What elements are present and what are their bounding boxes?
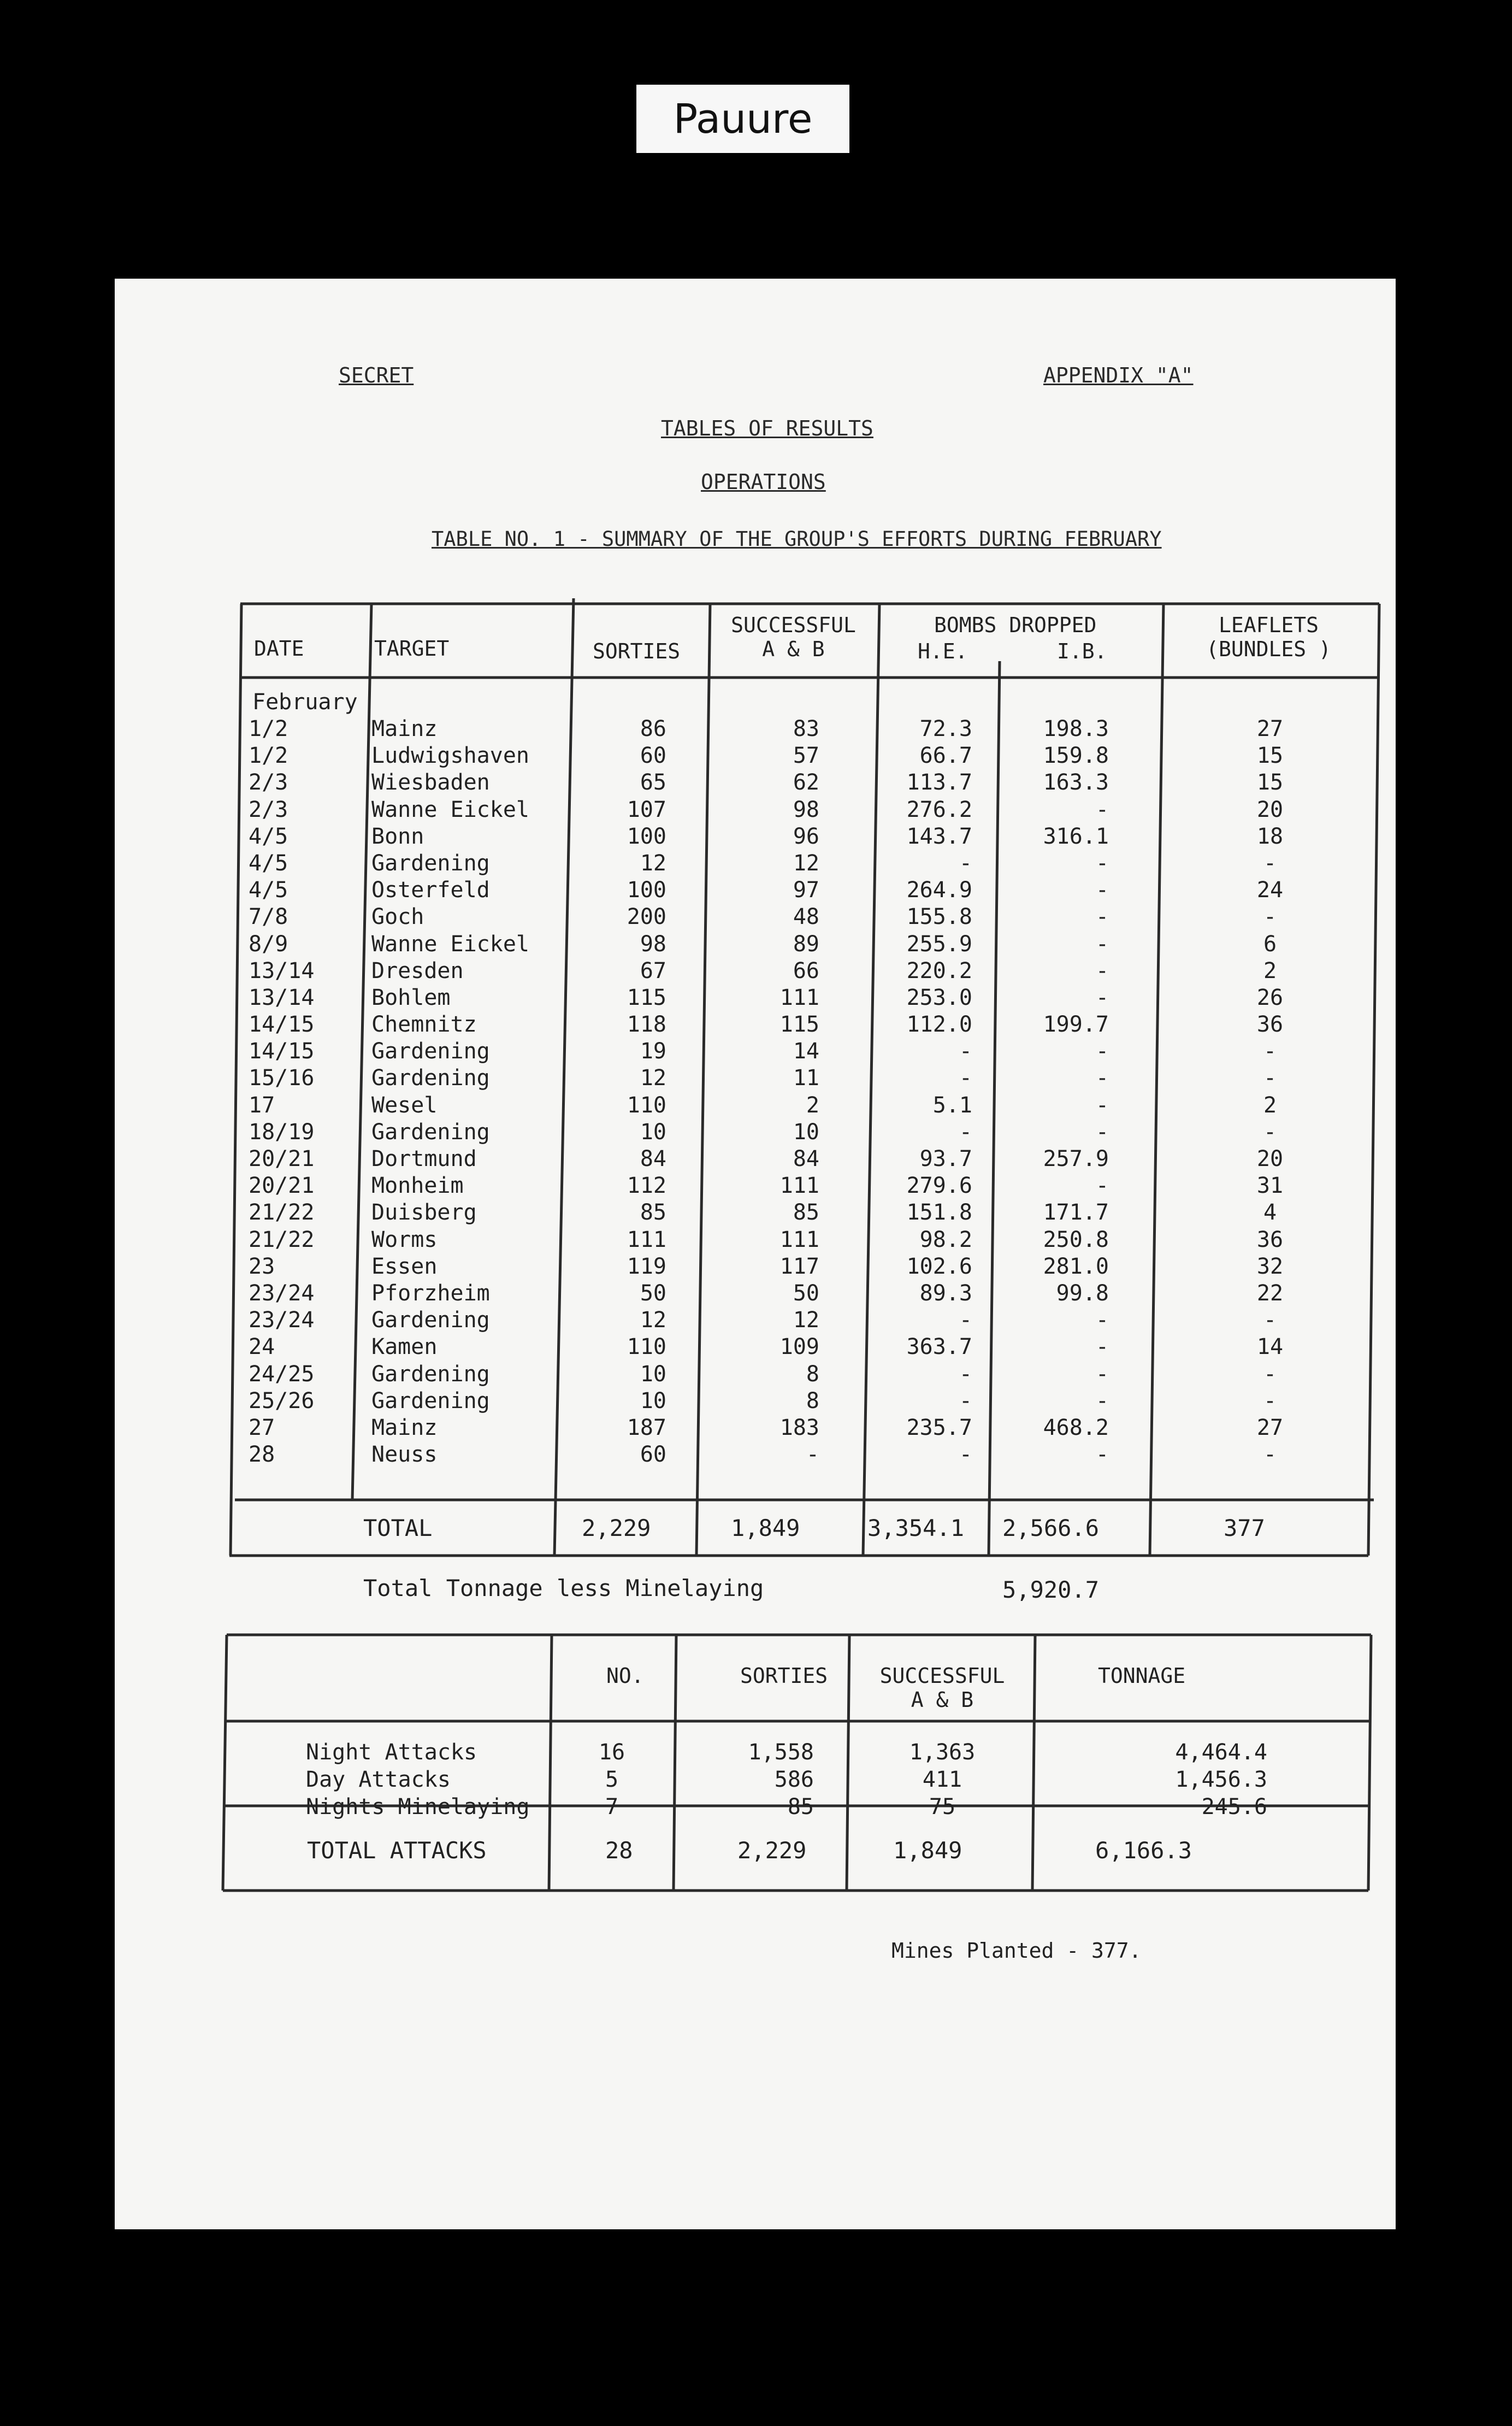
- tonnage-value: 5,920.7: [1002, 1576, 1100, 1603]
- cell-he: 72.3: [919, 716, 972, 741]
- cell-successful: 97: [793, 878, 819, 903]
- t2-cell-sorties: 1,558: [748, 1740, 814, 1765]
- cell-sorties: 200: [627, 904, 666, 930]
- t2-cell-no: 5: [605, 1767, 619, 1792]
- cell-sorties: 84: [640, 1146, 666, 1171]
- cell-sorties: 12: [640, 1308, 666, 1333]
- cell-ib: 198.3: [1043, 716, 1109, 741]
- cell-ib: -: [1095, 1119, 1109, 1145]
- cell-date: 14/15: [249, 1039, 315, 1064]
- cell-sorties: 118: [627, 1012, 666, 1038]
- cell-he: 98.2: [919, 1227, 972, 1252]
- ib-column: [1005, 716, 1109, 1468]
- cell-successful: 111: [779, 1173, 819, 1199]
- appendix-label: APPENDIX "A": [1043, 363, 1194, 387]
- cell-successful: 48: [793, 904, 819, 930]
- col-header-bombs-dropped: BOMBS DROPPED: [934, 613, 1097, 637]
- cell-ib: 257.9: [1043, 1146, 1109, 1171]
- cell-date: 2/3: [249, 797, 288, 822]
- t2-cell-label: Night Attacks: [306, 1740, 477, 1765]
- cell-sorties: 12: [640, 850, 666, 876]
- sorties-column: [574, 716, 666, 1468]
- date-column: [249, 716, 358, 1468]
- cell-target: Dortmund: [371, 1146, 477, 1171]
- cell-sorties: 10: [640, 1119, 666, 1145]
- t2-sorties-column: [677, 1739, 814, 1821]
- cell-sorties: 85: [640, 1200, 666, 1226]
- cell-sorties: 110: [627, 1334, 666, 1360]
- cell-target: Chemnitz: [371, 1012, 477, 1038]
- cell-date: 27: [249, 1415, 275, 1440]
- cell-sorties: 19: [640, 1039, 666, 1064]
- cell-he: 279.6: [906, 1173, 972, 1199]
- t2-cell-sorties: 85: [787, 1794, 814, 1820]
- cell-date: 17: [249, 1092, 275, 1118]
- archive-label-card: [636, 85, 849, 153]
- cell-sorties: 60: [640, 743, 666, 769]
- month-label: February: [252, 690, 358, 715]
- cell-date: 28: [249, 1442, 275, 1468]
- t2-total-no: 28: [605, 1837, 633, 1864]
- cell-target: Gardening: [371, 1119, 490, 1145]
- cell-successful: 8: [806, 1388, 819, 1414]
- cell-ib: -: [1095, 931, 1109, 957]
- col-header-sorties: SORTIES: [593, 639, 681, 663]
- cell-target: Pforzheim: [371, 1280, 490, 1306]
- cell-sorties: 98: [640, 931, 666, 957]
- cell-ib: -: [1095, 958, 1109, 984]
- col-header-successful: [716, 613, 871, 661]
- t2-cell-successful: 411: [922, 1767, 962, 1792]
- t2-cell-successful: 75: [929, 1794, 956, 1820]
- document-page: [115, 279, 1396, 2229]
- cell-he: 255.9: [906, 931, 972, 957]
- cell-leaflets: 18: [1256, 823, 1284, 849]
- cell-sorties: 119: [627, 1253, 666, 1279]
- cell-leaflets: 2: [1263, 958, 1277, 984]
- t2-total-sorties: 2,229: [737, 1837, 807, 1864]
- cell-date: 4/5: [249, 823, 288, 849]
- cell-target: Neuss: [371, 1442, 438, 1468]
- cell-successful: 12: [793, 850, 819, 876]
- cell-sorties: 187: [627, 1415, 666, 1440]
- cell-ib: -: [1095, 904, 1109, 930]
- cell-ib: -: [1095, 1308, 1109, 1333]
- cell-sorties: 86: [640, 716, 666, 741]
- cell-he: 66.7: [919, 743, 972, 769]
- cell-ib: 281.0: [1043, 1253, 1109, 1279]
- cell-date: 15/16: [249, 1065, 315, 1091]
- cell-successful: 89: [793, 931, 819, 957]
- cell-date: 18/19: [249, 1119, 315, 1145]
- cell-successful: 2: [806, 1092, 819, 1118]
- cell-target: Monheim: [371, 1173, 464, 1199]
- cell-ib: -: [1095, 1442, 1109, 1468]
- cell-leaflets: -: [1263, 1119, 1277, 1145]
- cell-successful: 11: [793, 1065, 819, 1091]
- cell-target: Bohlem: [371, 985, 451, 1010]
- cell-successful: 109: [779, 1334, 819, 1360]
- cell-successful: -: [806, 1442, 819, 1468]
- cell-successful: 14: [793, 1039, 819, 1064]
- t2-cell-sorties: 586: [774, 1767, 814, 1792]
- cell-ib: -: [1095, 1334, 1109, 1360]
- t2-cell-label: Nights Minelaying: [306, 1794, 530, 1820]
- document-title: TABLES OF RESULTS: [661, 416, 873, 440]
- cell-ib: -: [1095, 850, 1109, 876]
- cell-leaflets: 27: [1256, 1415, 1284, 1440]
- cell-date: 23/24: [249, 1308, 315, 1333]
- cell-date: 20/21: [249, 1146, 315, 1171]
- cell-date: 21/22: [249, 1200, 315, 1226]
- cell-leaflets: 4: [1263, 1200, 1277, 1226]
- cell-leaflets: -: [1263, 904, 1277, 930]
- cell-target: Bonn: [371, 823, 424, 849]
- cell-ib: -: [1095, 1361, 1109, 1387]
- cell-successful: 111: [779, 985, 819, 1010]
- cell-leaflets: 15: [1256, 770, 1284, 796]
- cell-sorties: 60: [640, 1442, 666, 1468]
- table1-body: [115, 716, 1396, 1481]
- successful-column: [716, 716, 819, 1468]
- cell-date: 4/5: [249, 850, 288, 876]
- cell-he: 155.8: [906, 904, 972, 930]
- cell-target: Duisberg: [371, 1200, 477, 1226]
- cell-successful: 96: [793, 823, 819, 849]
- mines-planted-note: Mines Planted - 377.: [891, 1939, 1142, 1963]
- cell-target: Gardening: [371, 1308, 490, 1333]
- cell-target: Gardening: [371, 850, 490, 876]
- cell-date: 1/2: [249, 743, 288, 769]
- cell-he: -: [959, 1361, 972, 1387]
- cell-successful: 85: [793, 1200, 819, 1226]
- cell-ib: -: [1095, 1065, 1109, 1091]
- cell-he: 5.1: [932, 1092, 972, 1118]
- cell-leaflets: 20: [1256, 1146, 1284, 1171]
- table2-body: [115, 1739, 1396, 1826]
- cell-ib: 99.8: [1056, 1280, 1109, 1306]
- cell-sorties: 112: [627, 1173, 666, 1199]
- cell-date: 25/26: [249, 1388, 315, 1414]
- cell-sorties: 65: [640, 770, 666, 796]
- cell-he: 264.9: [906, 878, 972, 903]
- cell-leaflets: 15: [1256, 743, 1284, 769]
- cell-he: -: [959, 1308, 972, 1333]
- cell-sorties: 10: [640, 1388, 666, 1414]
- t2-header-successful: [849, 1664, 1035, 1712]
- cell-leaflets: 14: [1256, 1334, 1284, 1360]
- cell-ib: -: [1095, 797, 1109, 822]
- cell-sorties: 107: [627, 797, 666, 822]
- cell-he: -: [959, 1119, 972, 1145]
- cell-leaflets: 36: [1256, 1227, 1284, 1252]
- document-subtitle: OPERATIONS: [701, 470, 826, 494]
- cell-date: 21/22: [249, 1227, 315, 1252]
- cell-leaflets: 36: [1256, 1012, 1284, 1038]
- cell-successful: 115: [779, 1012, 819, 1038]
- total-label: TOTAL: [363, 1515, 433, 1541]
- cell-sorties: 111: [627, 1227, 666, 1252]
- cell-sorties: 12: [640, 1065, 666, 1091]
- total-he: 3,354.1: [867, 1515, 965, 1541]
- cell-he: -: [959, 1039, 972, 1064]
- cell-date: 8/9: [249, 931, 288, 957]
- cell-ib: 171.7: [1043, 1200, 1109, 1226]
- cell-leaflets: 22: [1256, 1280, 1284, 1306]
- cell-ib: -: [1095, 1388, 1109, 1414]
- t2-header-tonnage: TONNAGE: [1098, 1664, 1186, 1688]
- col-header-successful-line1: SUCCESSFUL: [731, 613, 856, 637]
- cell-sorties: 115: [627, 985, 666, 1010]
- cell-he: 276.2: [906, 797, 972, 822]
- cell-date: 23: [249, 1253, 275, 1279]
- archive-label-text: Pauure: [673, 95, 813, 143]
- cell-date: 23/24: [249, 1280, 315, 1306]
- t2-cell-no: 16: [598, 1740, 625, 1765]
- cell-date: 14/15: [249, 1012, 315, 1038]
- cell-leaflets: -: [1263, 1065, 1277, 1091]
- cell-he: 93.7: [919, 1146, 972, 1171]
- cell-leaflets: 27: [1256, 716, 1284, 741]
- col-header-leaflets: [1163, 613, 1374, 661]
- cell-he: -: [959, 850, 972, 876]
- col-header-leaflets-line1: LEAFLETS: [1218, 613, 1319, 637]
- cell-successful: 12: [793, 1308, 819, 1333]
- cell-date: 1/2: [249, 716, 288, 741]
- cell-successful: 66: [793, 958, 819, 984]
- cell-sorties: 67: [640, 958, 666, 984]
- cell-leaflets: 20: [1256, 797, 1284, 822]
- cell-successful: 83: [793, 716, 819, 741]
- cell-leaflets: 2: [1263, 1092, 1277, 1118]
- t2-label-column: [306, 1739, 546, 1821]
- t2-successful-column: [852, 1739, 1032, 1821]
- t2-cell-successful: 1,363: [909, 1740, 976, 1765]
- cell-sorties: 100: [627, 878, 666, 903]
- cell-he: 102.6: [906, 1253, 972, 1279]
- t2-header-no: NO.: [606, 1664, 644, 1688]
- cell-target: Kamen: [371, 1334, 438, 1360]
- t2-cell-tonnage: 4,464.4: [1175, 1740, 1267, 1765]
- cell-date: 24: [249, 1334, 275, 1360]
- t2-header-sorties: SORTIES: [740, 1664, 828, 1688]
- col-header-target: TARGET: [374, 637, 450, 661]
- cell-target: Gardening: [371, 1065, 490, 1091]
- he-column: [879, 716, 972, 1468]
- cell-ib: 199.7: [1043, 1012, 1109, 1038]
- cell-sorties: 10: [640, 1361, 666, 1387]
- cell-leaflets: -: [1263, 1442, 1277, 1468]
- t2-total-label: TOTAL ATTACKS: [307, 1837, 487, 1864]
- cell-successful: 117: [779, 1253, 819, 1279]
- t2-total-successful: 1,849: [893, 1837, 962, 1864]
- classification-mark: SECRET: [339, 363, 414, 387]
- cell-target: Osterfeld: [371, 878, 490, 903]
- tonnage-label: Total Tonnage less Minelaying: [363, 1575, 764, 1601]
- cell-target: Mainz: [371, 716, 438, 741]
- cell-target: Wanne Eickel: [371, 931, 529, 957]
- cell-leaflets: -: [1263, 1308, 1277, 1333]
- cell-date: 2/3: [249, 770, 288, 796]
- t2-total-tonnage: 6,166.3: [1095, 1837, 1192, 1864]
- cell-ib: -: [1095, 1092, 1109, 1118]
- cell-target: Mainz: [371, 1415, 438, 1440]
- cell-successful: 111: [779, 1227, 819, 1252]
- cell-he: -: [959, 1442, 972, 1468]
- cell-target: Gardening: [371, 1039, 490, 1064]
- cell-ib: 468.2: [1043, 1415, 1109, 1440]
- cell-leaflets: -: [1263, 1388, 1277, 1414]
- cell-ib: 159.8: [1043, 743, 1109, 769]
- t2-header-successful-line2: A & B: [911, 1688, 974, 1712]
- cell-ib: -: [1095, 1173, 1109, 1199]
- cell-he: 235.7: [906, 1415, 972, 1440]
- cell-successful: 10: [793, 1119, 819, 1145]
- cell-he: 363.7: [906, 1334, 972, 1360]
- cell-leaflets: -: [1263, 1039, 1277, 1064]
- cell-target: Wanne Eickel: [371, 797, 529, 822]
- cell-leaflets: 31: [1256, 1173, 1284, 1199]
- cell-he: -: [959, 1388, 972, 1414]
- cell-date: 24/25: [249, 1361, 315, 1387]
- total-leaflets: 377: [1224, 1515, 1265, 1541]
- cell-ib: -: [1095, 985, 1109, 1010]
- cell-he: 143.7: [906, 823, 972, 849]
- table-title: TABLE NO. 1 - SUMMARY OF THE GROUP'S EFFORTS DURING FEBRUARY: [432, 527, 1162, 551]
- t2-cell-tonnage: 245.6: [1201, 1794, 1267, 1820]
- cell-target: Gardening: [371, 1388, 490, 1414]
- cell-he: 113.7: [906, 770, 972, 796]
- cell-ib: -: [1095, 878, 1109, 903]
- cell-sorties: 100: [627, 823, 666, 849]
- cell-date: 7/8: [249, 904, 288, 930]
- cell-successful: 57: [793, 743, 819, 769]
- t2-cell-label: Day Attacks: [306, 1767, 451, 1792]
- cell-he: 220.2: [906, 958, 972, 984]
- col-header-date: DATE: [254, 637, 304, 661]
- cell-successful: 62: [793, 770, 819, 796]
- t2-header-successful-line1: SUCCESSFUL: [879, 1664, 1005, 1688]
- cell-ib: 250.8: [1043, 1227, 1109, 1252]
- cell-successful: 84: [793, 1146, 819, 1171]
- cell-leaflets: -: [1263, 1361, 1277, 1387]
- total-successful: 1,849: [731, 1515, 800, 1541]
- cell-he: 253.0: [906, 985, 972, 1010]
- cell-target: Wesel: [371, 1092, 438, 1118]
- cell-target: Wiesbaden: [371, 770, 490, 796]
- target-column: [371, 716, 568, 1468]
- cell-he: -: [959, 1065, 972, 1091]
- t2-cell-tonnage: 1,456.3: [1175, 1767, 1267, 1792]
- cell-successful: 8: [806, 1361, 819, 1387]
- cell-date: 13/14: [249, 958, 315, 984]
- cell-leaflets: 6: [1263, 931, 1277, 957]
- cell-target: Dresden: [371, 958, 464, 984]
- col-header-he: H.E.: [918, 639, 968, 663]
- cell-date: 13/14: [249, 985, 315, 1010]
- cell-he: 89.3: [919, 1280, 972, 1306]
- cell-date: 4/5: [249, 878, 288, 903]
- cell-target: Goch: [371, 904, 424, 930]
- cell-leaflets: -: [1263, 850, 1277, 876]
- cell-sorties: 110: [627, 1092, 666, 1118]
- cell-leaflets: 26: [1256, 985, 1284, 1010]
- cell-he: 112.0: [906, 1012, 972, 1038]
- cell-target: Worms: [371, 1227, 438, 1252]
- cell-sorties: 50: [640, 1280, 666, 1306]
- cell-ib: -: [1095, 1039, 1109, 1064]
- cell-successful: 98: [793, 797, 819, 822]
- leaflets-column: [1218, 716, 1322, 1468]
- cell-target: Ludwigshaven: [371, 743, 529, 769]
- cell-date: 20/21: [249, 1173, 315, 1199]
- cell-ib: 316.1: [1043, 823, 1109, 849]
- cell-target: Gardening: [371, 1361, 490, 1387]
- cell-ib: 163.3: [1043, 770, 1109, 796]
- cell-leaflets: 24: [1256, 878, 1284, 903]
- cell-successful: 50: [793, 1280, 819, 1306]
- total-sorties: 2,229: [582, 1515, 651, 1541]
- col-header-successful-line2: A & B: [762, 637, 825, 661]
- t2-no-column: [557, 1739, 666, 1821]
- col-header-leaflets-line2: (BUNDLES ): [1206, 637, 1331, 661]
- cell-target: Essen: [371, 1253, 438, 1279]
- cell-successful: 183: [779, 1415, 819, 1440]
- cell-he: 151.8: [906, 1200, 972, 1226]
- t2-cell-no: 7: [605, 1794, 619, 1820]
- cell-leaflets: 32: [1256, 1253, 1284, 1279]
- total-ib: 2,566.6: [1002, 1515, 1100, 1541]
- t2-tonnage-column: [1038, 1739, 1267, 1821]
- col-header-ib: I.B.: [1057, 639, 1107, 663]
